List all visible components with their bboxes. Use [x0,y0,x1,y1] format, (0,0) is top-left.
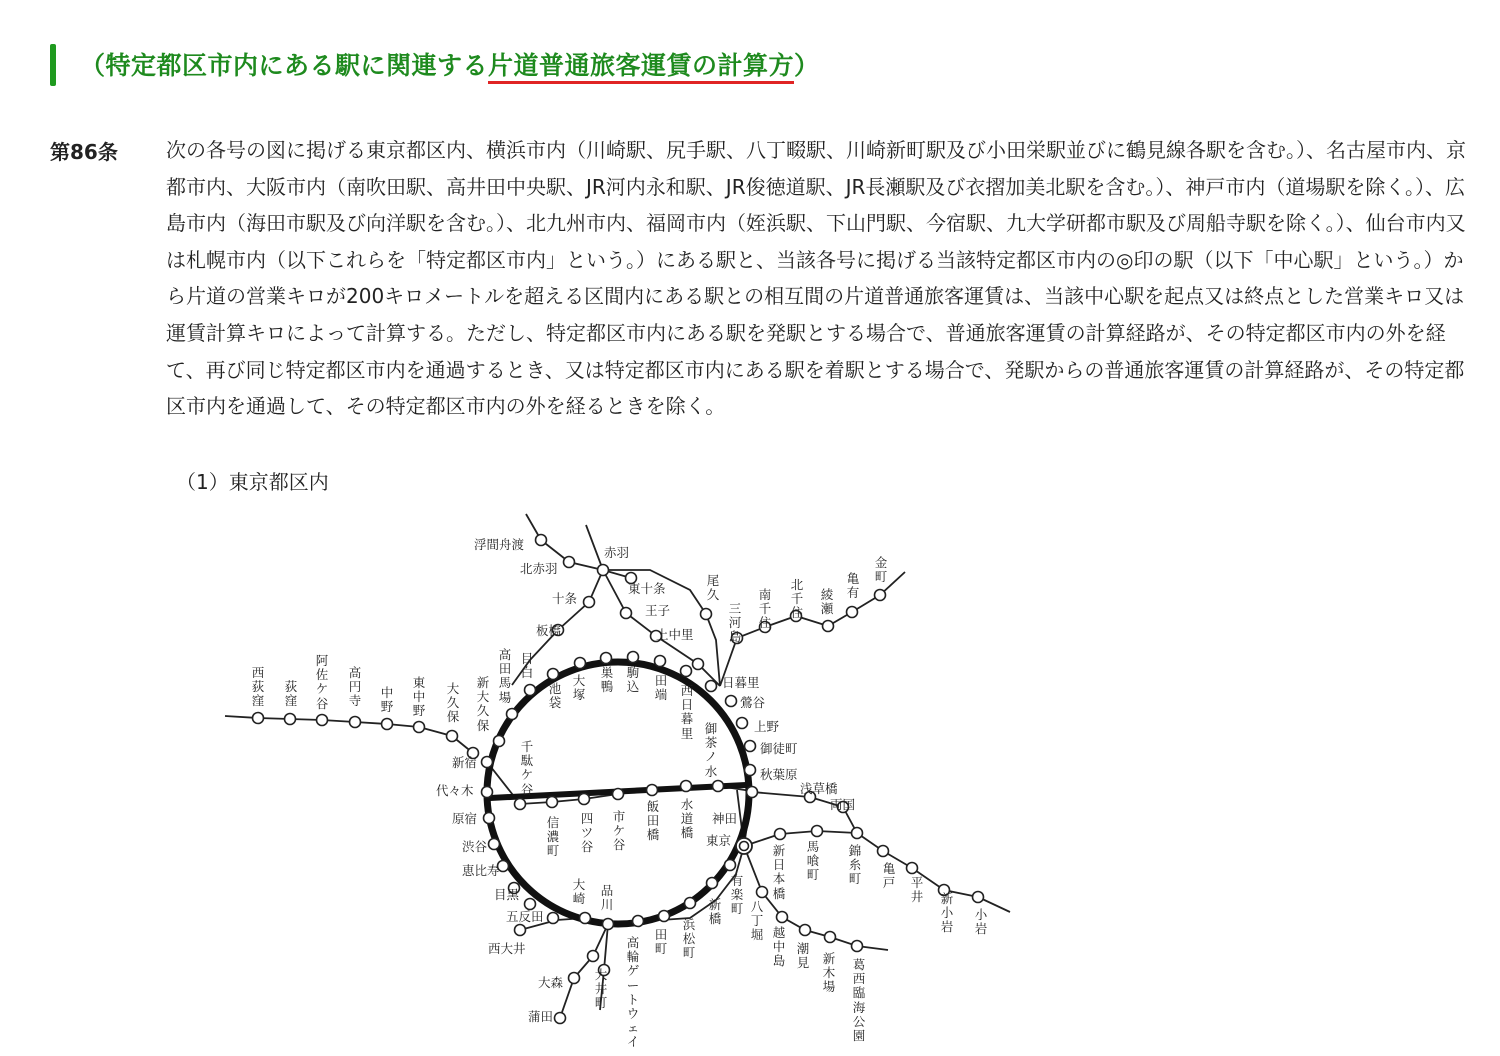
station-label: 錦糸町 [848,843,862,887]
station-label: 大井町 [594,967,608,1011]
station-dot [633,916,644,927]
station-dot [350,717,361,728]
station-dot [569,973,580,984]
station-label: 赤羽 [604,545,630,560]
station-dot [317,715,328,726]
station-label: 代々木 [436,783,474,798]
station-label: 東中野 [412,675,426,719]
station-label: 西大井 [488,941,526,956]
tokyo-central-inner [740,842,749,851]
station-label: 北千住 [790,577,804,621]
station-label: 八丁堀 [750,899,764,943]
station-dot [414,722,425,733]
station-label: 蒲田 [528,1009,554,1024]
station-dot [875,590,886,601]
station-label: 五反田 [506,909,544,924]
station-label: 浮間舟渡 [474,537,525,552]
station-label: 金町 [874,555,888,585]
station-label: 田町 [654,927,668,957]
station-dot [603,919,614,930]
station-dot [555,1013,566,1024]
station-dot [907,863,918,874]
sobu-rapid [744,831,857,846]
railway-map [0,500,1500,1056]
station-label: 平井 [910,875,924,905]
station-dot [601,653,612,664]
station-dot [655,656,666,667]
station-dot [580,913,591,924]
station-label: 浜松町 [682,917,696,961]
station-label: 秋葉原 [760,767,798,782]
station-label: 渋谷 [462,839,488,854]
railway-lines [0,500,1500,1056]
station-label: 大崎 [572,877,586,907]
station-dot [598,565,609,576]
station-label: 千駄ケ谷 [520,739,534,797]
station-dot [852,828,863,839]
heading-accent-bar [50,44,56,86]
station-dot [725,860,736,871]
station-label: 綾瀬 [820,587,834,617]
station-label: 新日本橋 [772,843,786,901]
station-label: 鶯谷 [740,695,766,710]
station-label: 小岩 [974,907,988,937]
station-label: 御徒町 [760,741,798,756]
station-dot [548,669,559,680]
station-dot [584,597,595,608]
station-dot [726,696,737,707]
article-number: 第86条 [50,140,118,164]
station-dot [489,839,500,850]
station-label: 神田 [712,811,738,826]
station-dot [525,685,536,696]
article-body [166,132,1476,425]
station-label: 尾久 [706,573,720,603]
station-dot [706,681,717,692]
station-dot [547,797,558,808]
station-label: 新橋 [708,897,722,927]
station-label: 馬喰町 [806,839,820,883]
station-label: 日暮里 [722,675,760,690]
station-label: 原宿 [452,811,478,826]
station-label: 高円寺 [348,665,362,709]
station-label: 上野 [754,719,780,734]
section-heading [80,46,820,82]
station-dot [693,659,704,670]
station-dot [681,781,692,792]
article-text: 次の各号の図に掲げる東京都区内、横浜市内（川崎駅、尻手駅、八丁畷駅、川崎新町駅及び小田栄駅並びに鶴見線各駅を含む。）、名古屋市内、京都市内、大阪市内（南吹田駅、高井田中央駅、JR河内永和駅、JR俊徳道駅、JR長瀬駅及び衣摺加美北駅を含む。）、神戸市内（道場駅を除く。）、広島市内（海田市駅及び向洋駅を含む。）、北九州市内、福岡市内（姪浜駅、下山門駅、今宿駅、九大学研都市駅及び周船寺駅を除く。）、仙台市内又は札幌市内（以下これらを「特定都区市内」という。）にある駅と、当該各号に掲げる当該特定都区市内の◎印の駅（以下「中心駅」という。）から片道の営業キロが200キロメートルを超える区間内にある駅との相互間の片道普通旅客運賃は、当該中心駅を起点又は終点とした営業キロ又は運賃計算キロによって計算する。ただし、特定都区市内にある駅を発駅とする場合で、普通旅客運賃の計算経路が、その特定都区市内の外を経て、再び同じ特定都区市内を通過するとき、又は特定都区市内にある駅を着駅とする場合で、発駅からの普通旅客運賃の計算経路が、その特定都区市内を通過して、その特定都区市内の外を経るときを除く。 [166,138,1466,419]
station-dot [285,714,296,725]
joban-line [720,572,905,686]
heading-prefix: （特定都区市内にある駅に関連する [80,51,489,80]
station-dot [253,713,264,724]
station-label: 巣鴨 [600,665,614,695]
station-label: 新大久保 [476,675,490,733]
station-label: 大森 [538,975,564,990]
heading-suffix: ） [794,51,820,80]
station-label: 西日暮里 [680,683,694,741]
station-dot [973,892,984,903]
station-label: 荻窪 [284,679,298,709]
station-label: 亀有 [846,571,860,601]
station-dot [575,658,586,669]
station-dot [707,878,718,889]
station-dot [659,911,670,922]
station-label: 十条 [552,591,578,606]
station-label: 池袋 [548,681,562,711]
station-dot [745,741,756,752]
station-label: 上中里 [656,627,694,642]
station-dot [507,709,518,720]
station-label: 板橋 [536,623,562,638]
station-dot [685,898,696,909]
station-dot [701,609,712,620]
station-label: 大塚 [572,673,586,703]
station-dot [775,829,786,840]
station-label: 潮見 [796,941,810,971]
station-dot [647,785,658,796]
heading-underlined: 片道普通旅客運賃の計算方 [488,51,794,84]
station-label: 高田馬場 [498,647,512,705]
station-dot [588,951,599,962]
station-dot [777,912,788,923]
station-label: 王子 [645,603,671,618]
station-label: 有楽町 [730,873,744,917]
station-dot [878,846,889,857]
station-dot [613,789,624,800]
station-dot [482,787,493,798]
station-label: 東京 [706,833,732,848]
station-label: 両国 [830,797,856,812]
station-dots [253,535,984,1024]
station-dot [852,941,863,952]
station-dot [747,787,758,798]
station-dot [494,736,505,747]
station-label: 目黒 [494,887,520,902]
station-dot [484,813,495,824]
station-dot [515,925,526,936]
station-label: 亀戸 [882,861,896,891]
station-dot [737,718,748,729]
station-label: 新木場 [822,951,836,995]
station-dot [536,535,547,546]
station-label: 東十条 [628,581,666,596]
station-label: 飯田橋 [646,799,660,843]
station-dot [548,913,559,924]
station-dot [579,794,590,805]
station-label: 恵比寿 [462,863,500,878]
station-dot [745,765,756,776]
station-dot [564,557,575,568]
station-dot [825,932,836,943]
station-label: 北赤羽 [520,561,558,576]
station-dot [713,781,724,792]
station-label: 阿佐ケ谷 [315,653,329,711]
station-dot [812,826,823,837]
station-dot [823,621,834,632]
station-label: 大久保 [446,681,460,725]
station-label: 新宿 [452,755,478,770]
station-label: 水道橋 [680,797,694,841]
station-dot [382,719,393,730]
station-dot [757,887,768,898]
station-label: 高輪ゲートウェイ [626,935,640,1050]
station-label: 西荻窪 [251,665,265,709]
station-label: 田端 [654,673,668,703]
station-label: 新小岩 [940,891,954,935]
station-dot [525,899,536,910]
station-dot [482,757,493,768]
station-label: 目白 [520,651,534,681]
station-label: 中野 [380,685,394,715]
station-label: 信濃町 [546,815,560,859]
station-dot [447,731,458,742]
station-dot [800,925,811,936]
station-dot [681,666,692,677]
station-label: 越中島 [772,925,786,969]
station-dot [628,652,639,663]
station-label: 三河島 [728,601,742,645]
station-dot [621,608,632,619]
station-label: 品川 [600,883,614,913]
station-dot [515,799,526,810]
station-label: 南千住 [758,587,772,631]
station-label: 四ツ谷 [580,811,594,855]
station-label: 葛西臨海公園 [852,957,866,1044]
station-dot [847,607,858,618]
station-label: 駒込 [626,665,640,695]
station-label: 市ケ谷 [612,809,626,853]
station-label: 御茶ノ水 [704,721,718,779]
station-label: 浅草橋 [800,781,838,796]
subitem-title: （1）東京都区内 [176,470,329,494]
